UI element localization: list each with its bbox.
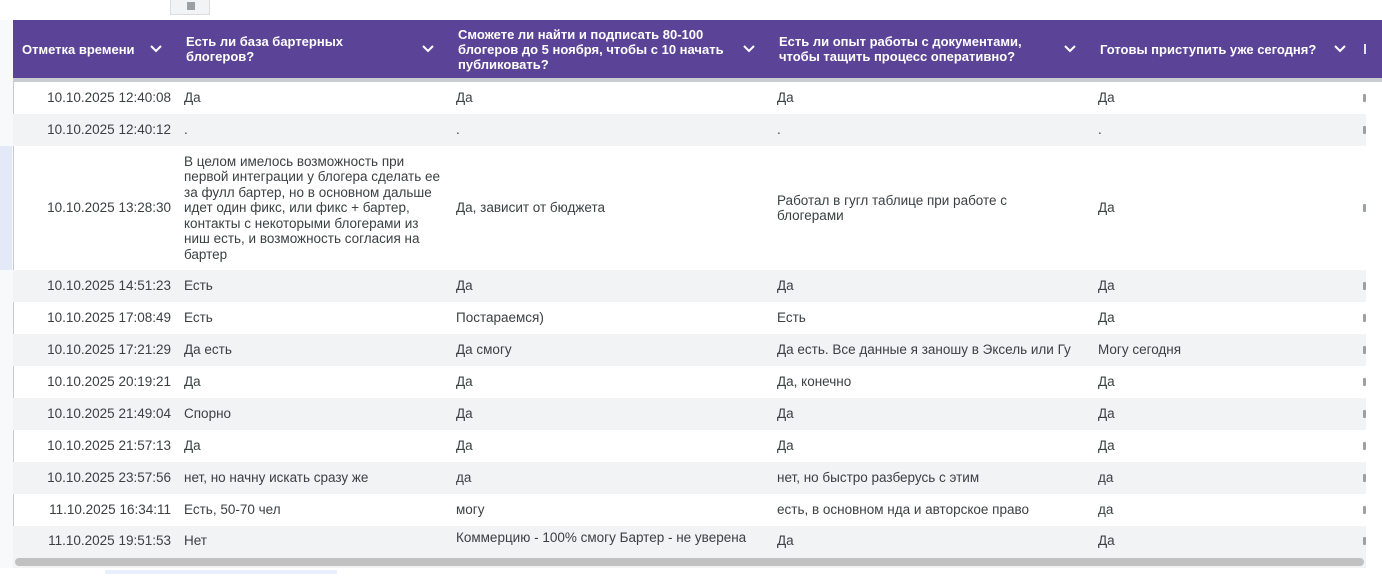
chevron-down-icon[interactable] bbox=[742, 42, 756, 56]
cell-start-today[interactable]: Да bbox=[1098, 310, 1115, 326]
column-header-find-and-sign[interactable] bbox=[449, 20, 770, 78]
column-header-start-today[interactable] bbox=[1091, 20, 1361, 78]
cell-timestamp[interactable]: 10.10.2025 17:21:29 bbox=[47, 342, 171, 358]
cell-start-today[interactable]: Да bbox=[1098, 200, 1115, 216]
cell-start-today[interactable]: Да bbox=[1098, 278, 1115, 294]
table-row[interactable] bbox=[13, 302, 1366, 334]
cell-find-and-sign[interactable]: Да bbox=[456, 374, 473, 390]
next-column-cell-edge bbox=[1363, 378, 1366, 386]
sheet-tabs-bar bbox=[0, 568, 1382, 588]
table-row[interactable] bbox=[13, 114, 1366, 146]
cell-docs-experience[interactable]: Да bbox=[777, 90, 794, 106]
cell-timestamp[interactable]: 11.10.2025 16:34:11 bbox=[49, 502, 171, 518]
cell-timestamp[interactable]: 10.10.2025 20:19:21 bbox=[47, 374, 171, 390]
cell-barter-base[interactable]: Да bbox=[184, 438, 201, 454]
table-row[interactable] bbox=[13, 494, 1366, 526]
cell-barter-base[interactable]: нет, но начну искать сразу же bbox=[184, 470, 369, 486]
toolbar-tab-stub[interactable] bbox=[170, 0, 210, 15]
column-header-label: Есть ли база бартерных блогеров? bbox=[186, 34, 344, 64]
cell-find-and-sign[interactable]: Да смогу bbox=[456, 342, 512, 358]
cell-barter-base[interactable]: Есть bbox=[184, 310, 213, 326]
next-column-cell-edge bbox=[1363, 94, 1366, 102]
cell-start-today[interactable]: . bbox=[1098, 122, 1102, 138]
cell-find-and-sign[interactable]: Да bbox=[456, 278, 473, 294]
cell-find-and-sign[interactable]: могу bbox=[456, 502, 485, 518]
column-header-label: Готовы приступить уже сегодня? bbox=[1100, 41, 1317, 57]
cell-docs-experience[interactable]: . bbox=[777, 122, 781, 138]
table-row[interactable] bbox=[13, 462, 1366, 494]
table-row[interactable] bbox=[13, 334, 1366, 366]
column-header-barter-base[interactable] bbox=[177, 20, 449, 78]
cell-start-today[interactable]: Да bbox=[1098, 533, 1115, 549]
cell-start-today[interactable]: да bbox=[1098, 502, 1114, 518]
cell-start-today[interactable]: да bbox=[1098, 470, 1114, 486]
cell-barter-base[interactable]: Есть, 50-70 чел bbox=[184, 502, 281, 518]
table-row[interactable] bbox=[13, 398, 1366, 430]
cell-find-and-sign[interactable]: Постараемся) bbox=[456, 310, 544, 326]
cell-find-and-sign[interactable]: . bbox=[456, 122, 460, 138]
cell-docs-experience[interactable]: Да bbox=[777, 278, 794, 294]
cell-find-and-sign[interactable]: Да bbox=[456, 438, 473, 454]
next-column-header-edge bbox=[1364, 44, 1366, 54]
column-header-docs-experience[interactable] bbox=[770, 20, 1091, 78]
cell-timestamp[interactable]: 11.10.2025 19:51:53 bbox=[48, 533, 171, 549]
column-header-label: Сможете ли найти и подписать 80-100 блогеров до 5 ноября, чтобы с 10 начать публиковать? bbox=[458, 26, 724, 72]
cell-barter-base[interactable]: Нет bbox=[184, 533, 207, 549]
next-column-cell-edge bbox=[1363, 506, 1366, 514]
table-row[interactable] bbox=[13, 146, 1366, 270]
cell-timestamp[interactable]: 10.10.2025 12:40:12 bbox=[47, 122, 171, 138]
next-column-cell-edge bbox=[1363, 410, 1366, 418]
cell-docs-experience[interactable]: Работал в гугл таблице при работе с блогерами bbox=[777, 192, 1008, 223]
cell-barter-base[interactable]: Есть bbox=[184, 278, 213, 294]
table-header bbox=[13, 20, 1382, 78]
cell-find-and-sign[interactable]: Да bbox=[456, 90, 473, 106]
cell-barter-base[interactable]: Да есть bbox=[184, 342, 232, 358]
cell-barter-base[interactable]: Спорно bbox=[184, 406, 232, 422]
cell-docs-experience[interactable]: Да, конечно bbox=[777, 374, 852, 390]
cell-timestamp[interactable]: 10.10.2025 23:57:56 bbox=[47, 470, 171, 486]
chevron-down-icon[interactable] bbox=[421, 42, 435, 56]
cell-timestamp[interactable]: 10.10.2025 12:40:08 bbox=[47, 90, 171, 106]
next-column-cell-edge bbox=[1363, 282, 1366, 290]
next-column-cell-edge bbox=[1363, 442, 1366, 450]
cell-docs-experience[interactable]: Да bbox=[777, 406, 794, 422]
cell-find-and-sign[interactable]: Да bbox=[456, 406, 473, 422]
column-header-label: Отметка времени bbox=[22, 41, 135, 57]
active-sheet-tab[interactable] bbox=[105, 570, 337, 574]
cell-barter-base[interactable]: Да bbox=[184, 90, 201, 106]
cell-start-today[interactable]: Могу сегодня bbox=[1098, 342, 1182, 358]
cell-start-today[interactable]: Да bbox=[1098, 406, 1115, 422]
table-row[interactable] bbox=[13, 270, 1366, 302]
chevron-down-icon[interactable] bbox=[1333, 42, 1347, 56]
cell-barter-base[interactable]: Да bbox=[184, 374, 201, 390]
cell-docs-experience[interactable]: Да есть. Все данные я заношу в Эксель или Гу bbox=[777, 342, 1071, 358]
cell-timestamp[interactable]: 10.10.2025 14:51:23 bbox=[47, 278, 171, 294]
row-header-gutter[interactable] bbox=[0, 20, 14, 576]
cell-docs-experience[interactable]: есть, в основном нда и авторское право bbox=[777, 502, 1030, 518]
horizontal-scrollbar[interactable] bbox=[13, 556, 1366, 568]
selected-row-indicator bbox=[0, 146, 12, 270]
scrollbar-thumb[interactable] bbox=[15, 558, 1364, 566]
cell-find-and-sign[interactable]: Коммерцию - 100% смогу Бартер - не уверена bbox=[456, 530, 747, 545]
cell-timestamp[interactable]: 10.10.2025 21:49:04 bbox=[47, 406, 171, 422]
cell-docs-experience[interactable]: Да bbox=[777, 438, 794, 454]
cell-start-today[interactable]: Да bbox=[1098, 438, 1115, 454]
next-column-cell-edge bbox=[1363, 204, 1366, 212]
table-row[interactable] bbox=[13, 82, 1366, 114]
cell-timestamp[interactable]: 10.10.2025 21:57:13 bbox=[47, 438, 171, 454]
cell-start-today[interactable]: Да bbox=[1098, 374, 1115, 390]
column-header-label: Есть ли опыт работы с документами, чтобы тащить процесс оперативно? bbox=[779, 34, 1022, 64]
cell-barter-base[interactable]: . bbox=[184, 122, 188, 138]
cell-docs-experience[interactable]: нет, но быстро разберусь с этим bbox=[777, 470, 980, 486]
cell-start-today[interactable]: Да bbox=[1098, 90, 1115, 106]
table-row[interactable] bbox=[13, 430, 1366, 462]
next-column-cell-edge bbox=[1363, 474, 1366, 482]
cell-timestamp[interactable]: 10.10.2025 13:28:30 bbox=[47, 200, 171, 216]
next-column-cell-edge bbox=[1363, 537, 1366, 545]
cell-docs-experience[interactable]: Да bbox=[777, 533, 794, 549]
chevron-down-icon[interactable] bbox=[1063, 42, 1077, 56]
chevron-down-icon[interactable] bbox=[149, 42, 163, 56]
top-toolbar-strip bbox=[0, 0, 1382, 21]
table-row[interactable] bbox=[13, 526, 1366, 556]
cell-barter-base[interactable]: В целом имелось возможность при первой интеграции у блогера сделать ее за фулл бартер, но в основном дальше идет один фикс, или фикс + бартер, контакты с некоторыми блогерами из ниш есть, и возможность согласия на бартер bbox=[184, 153, 441, 262]
cell-docs-experience[interactable]: Есть bbox=[777, 310, 806, 326]
table-row[interactable] bbox=[13, 366, 1366, 398]
column-header-timestamp[interactable] bbox=[13, 20, 177, 78]
cell-timestamp[interactable]: 10.10.2025 17:08:49 bbox=[47, 310, 171, 326]
next-column-cell-edge bbox=[1363, 126, 1366, 134]
cell-find-and-sign[interactable]: да bbox=[456, 470, 472, 486]
next-column-cell-edge bbox=[1363, 346, 1366, 354]
cell-find-and-sign[interactable]: Да, зависит от бюджета bbox=[456, 200, 606, 216]
next-column-cell-edge bbox=[1363, 314, 1366, 322]
